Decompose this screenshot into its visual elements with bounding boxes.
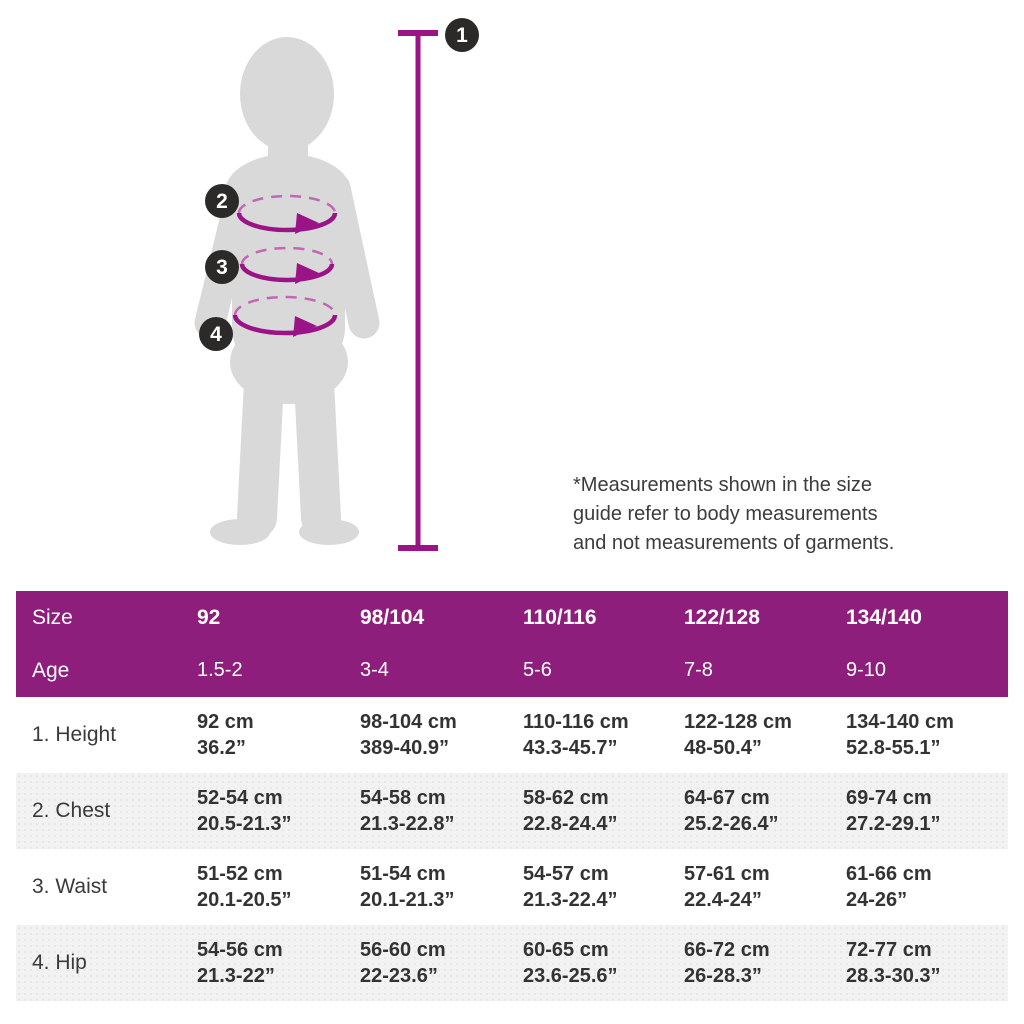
table-cell: 134-140 cm 52.8-55.1” bbox=[846, 711, 954, 759]
marker-2-chest: 2 bbox=[205, 184, 239, 218]
table-cell: 61-66 cm 24-26” bbox=[846, 863, 932, 911]
table-cell: 98-104 cm 389-40.9” bbox=[360, 711, 457, 759]
age-label: Age bbox=[32, 658, 70, 682]
measurement-figure bbox=[0, 0, 560, 580]
table-cell: 64-67 cm 25.2-26.4” bbox=[684, 787, 779, 835]
size-label: Size bbox=[32, 605, 73, 629]
table-cell: 57-61 cm 22.4-24” bbox=[684, 863, 770, 911]
marker-3-waist: 3 bbox=[205, 250, 239, 284]
note-line: guide refer to body measurements bbox=[573, 503, 878, 525]
table-row-height bbox=[16, 697, 1008, 773]
table-cell: 122-128 cm 48-50.4” bbox=[684, 711, 792, 759]
table-cell: 56-60 cm 22-23.6” bbox=[360, 939, 446, 987]
note-line: *Measurements shown in the size bbox=[573, 474, 873, 496]
table-row-waist bbox=[16, 849, 1008, 925]
table-cell: 54-57 cm 21.3-22.4” bbox=[523, 863, 618, 911]
age-col-value: 1.5-2 bbox=[197, 659, 243, 681]
row-label: 4. Hip bbox=[32, 951, 87, 974]
height-measure-line bbox=[398, 33, 438, 548]
size-header-row bbox=[16, 591, 1008, 644]
row-label: 1. Height bbox=[32, 723, 117, 746]
age-col-value: 9-10 bbox=[846, 659, 887, 681]
size-col-header: 134/140 bbox=[846, 605, 922, 629]
table-cell: 52-54 cm 20.5-21.3” bbox=[197, 787, 292, 835]
table-cell: 51-52 cm 20.1-20.5” bbox=[197, 863, 292, 911]
table-cell: 92 cm 36.2” bbox=[197, 711, 254, 759]
note-line: and not measurements of garments. bbox=[573, 532, 895, 554]
row-label: 2. Chest bbox=[32, 799, 111, 822]
row-label: 3. Waist bbox=[32, 875, 108, 898]
table-row-chest bbox=[16, 773, 1008, 849]
table-cell: 66-72 cm 26-28.3” bbox=[684, 939, 770, 987]
age-col-value: 3-4 bbox=[360, 659, 389, 681]
table-cell: 54-56 cm 21.3-22” bbox=[197, 939, 283, 987]
table-cell: 60-65 cm 23.6-25.6” bbox=[523, 939, 618, 987]
table-cell: 51-54 cm 20.1-21.3” bbox=[360, 863, 455, 911]
table-cell: 72-77 cm 28.3-30.3” bbox=[846, 939, 941, 987]
size-col-header: 98/104 bbox=[360, 605, 425, 629]
size-col-header: 92 bbox=[197, 605, 221, 629]
size-col-header: 122/128 bbox=[684, 605, 760, 629]
marker-1-height: 1 bbox=[445, 18, 479, 52]
age-header-row bbox=[16, 644, 1008, 697]
child-silhouette-graphic bbox=[0, 0, 560, 580]
table-cell: 54-58 cm 21.3-22.8” bbox=[360, 787, 455, 835]
table-row-hip bbox=[16, 925, 1008, 1001]
age-col-value: 5-6 bbox=[523, 659, 552, 681]
table-cell: 69-74 cm 27.2-29.1” bbox=[846, 787, 941, 835]
measurement-note bbox=[573, 471, 963, 558]
table-cell: 110-116 cm 43.3-45.7” bbox=[523, 711, 629, 759]
size-col-header: 110/116 bbox=[523, 605, 597, 629]
size-table-body bbox=[16, 697, 1008, 1001]
table-cell: 58-62 cm 22.8-24.4” bbox=[523, 787, 618, 835]
size-table-header bbox=[16, 591, 1008, 697]
silhouette-feet bbox=[210, 519, 359, 545]
size-table bbox=[16, 591, 1008, 1001]
age-col-value: 7-8 bbox=[684, 659, 713, 681]
marker-4-hip: 4 bbox=[199, 317, 233, 351]
